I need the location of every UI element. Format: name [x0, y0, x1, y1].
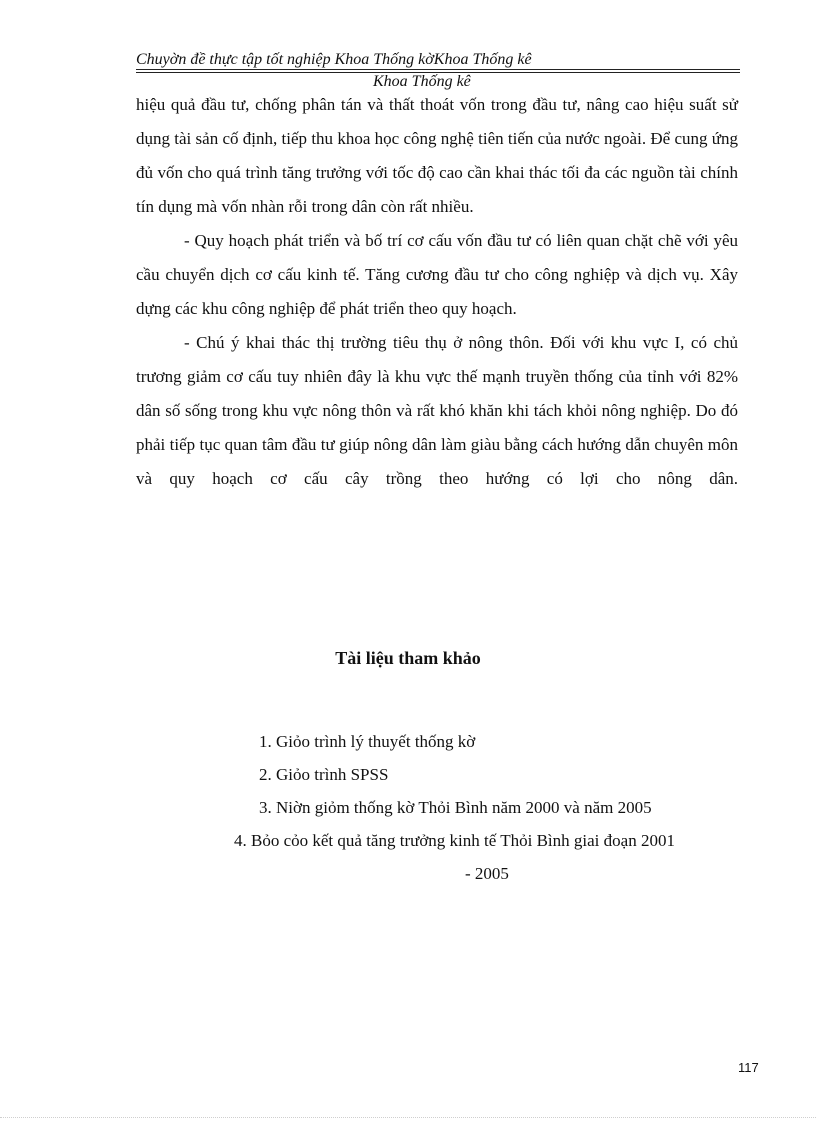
reference-item: 2. Giỏo trình SPSS [259, 765, 389, 784]
page-number: 117 [738, 1060, 759, 1075]
body-text [136, 88, 738, 496]
reference-item: 3. Niờn giỏm thống kờ Thỏi Bình năm 2000 và năm 2005 [259, 798, 652, 817]
header-title: Chuyờn đề thực tập tốt nghiệp Khoa Thống kờKhoa Thống kê [136, 51, 532, 68]
paragraph-planning: - Quy hoạch phát triển và bố trí cơ cấu vốn đầu tư có liên quan chặt chẽ với yêu cầu chuyển dịch cơ cấu kinh tế. Tăng cương đầu tư cho công nghiệp và dịch vụ. Xây dựng các khu công nghiệp để phát triển theo quy hoạch. [136, 231, 738, 318]
page-header [136, 50, 740, 90]
paragraph-rural-market: - Chú ý khai thác thị trường tiêu thụ ở nông thôn. Đối với khu vực I, có chủ trương giảm cơ cấu tuy nhiên đây là khu vực thế mạnh truyền thống của tỉnh với 82% dân số sống trong khu vực nông thôn và rất khó khăn khi tách khỏi nông nghiệp. Do đó phải tiếp tục quan tâm đầu tư giúp nông dân làm giàu bằng cách hướng dẫn chuyên môn và quy hoạch cơ cấu cây trồng theo hướng có lợi cho nông dân. [136, 333, 738, 488]
header-subtitle: Khoa Thống kê [373, 73, 471, 90]
paragraph-continuation: hiệu quả đầu tư, chống phân tán và thất thoát vốn trong đầu tư, nâng cao hiệu suất sử dụng tài sản cố định, tiếp thu khoa học công nghệ tiên tiến của nước ngoài. Để cung ứng đủ vốn cho quá trình tăng trưởng với tốc độ cao cần khai thác tối đa các nguồn tài chính tín dụng mà vốn nhàn rỗi trong dân còn rất nhiều. [136, 95, 738, 216]
reference-item: 4. Bỏo cỏo kết quả tăng trưởng kinh tế Thỏi Bình giai đoạn 2001 [234, 831, 675, 850]
references-title: Tài liệu tham khảo [335, 648, 481, 668]
reference-item: 1. Giỏo trình lý thuyết thống kờ [259, 732, 476, 751]
reference-item-continuation: - 2005 [465, 864, 509, 883]
page-bottom-border [0, 1117, 816, 1118]
